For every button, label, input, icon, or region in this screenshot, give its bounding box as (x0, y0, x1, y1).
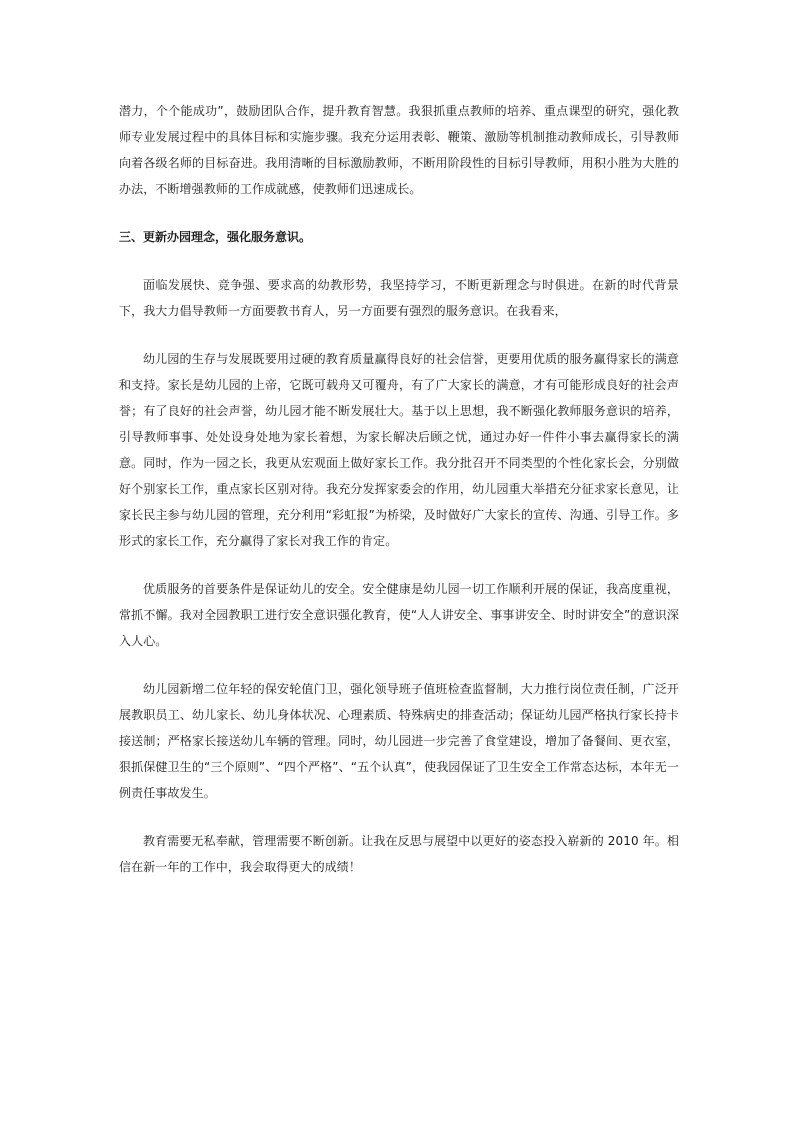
section-heading-service-awareness: 三、更新办园理念，强化服务意识。 (119, 230, 312, 244)
paragraph-parent-service: 幼儿园的生存与发展既要用过硬的教育质量赢得良好的社会信誉，更要用优质的服务赢得家长的满意和支持。家长是幼儿园的上帝，它既可载舟又可覆舟，有了广大家长的满意，才有可能形成良好的社会声誉；有了良好的社会声誉，幼儿园才能不断发展壮大。基于以上思想，我不断强化教师服务意识的培养，引导教师事事、处处设身处地为家长着想，为家长解决后顾之忧，通过办好一件件小事去赢得家长的满意。同时，作为一园之长，我更从宏观面上做好家长工作。我分批召开不同类型的个性化家长会，分别做好个别家长工作，重点家长区别对待。我充分发挥家委会的作用，幼儿园重大举措充分征求家长意见，让家长民主参与幼儿园的管理，充分利用“彩虹报”为桥梁，及时做好广大家长的宣传、沟通、引导工作。多形式的家长工作，充分赢得了家长对我工作的肯定。 (119, 352, 679, 548)
paragraph-new-concepts: 面临发展快、竞争强、要求高的幼教形势，我坚持学习，不断更新理念与时俱进。在新的时代背景下，我大力倡导教师一方面要教书育人，另一方面要有强烈的服务意识。在我看来， (119, 278, 679, 318)
paragraph-teacher-development: 潜力，个个能成功”，鼓励团队合作，提升教育智慧。我狠抓重点教师的培养、重点课型的研究，强化教师专业发展过程中的具体目标和实施步骤。我充分运用表彰、鞭策、激励等机制推动教师成长，引导教师向着各级名师的目标奋进。我用清晰的目标激励教师，不断用阶段性的目标引导教师，用积小胜为大胜的办法，不断增强教师的工作成就感，使教师们迅速成长。 (119, 104, 679, 196)
paragraph-child-safety: 优质服务的首要条件是保证幼儿的安全。安全健康是幼儿园一切工作顺利开展的保证，我高度重视，常抓不懈。我对全园教职工进行安全意识强化教育，使“人人讲安全、事事讲安全、时时讲安全”的意识深入人心。 (119, 582, 679, 648)
paragraph-security-measures: 幼儿园新增二位年轻的保安轮值门卫，强化领导班子值班检查监督制，大力推行岗位责任制，广泛开展教职员工、幼儿家长、幼儿身体状况、心理素质、特殊病史的排查活动；保证幼儿园严格执行家长持卡接送制；严格家长接送幼儿车辆的管理。同时，幼儿园进一步完善了食堂建设，增加了备餐间、更衣室，狠抓保健卫生的“三个原则”、“四个严格”、“五个认真”，使我园保证了卫生安全工作常态达标，本年无一例责任事故发生。 (119, 682, 679, 800)
paragraph-conclusion: 教育需要无私奉献，管理需要不断创新。让我在反思与展望中以更好的姿态投入崭新的 2010 年。相信在新一年的工作中，我会取得更大的成绩！ (119, 834, 679, 874)
document-body (119, 98, 679, 880)
